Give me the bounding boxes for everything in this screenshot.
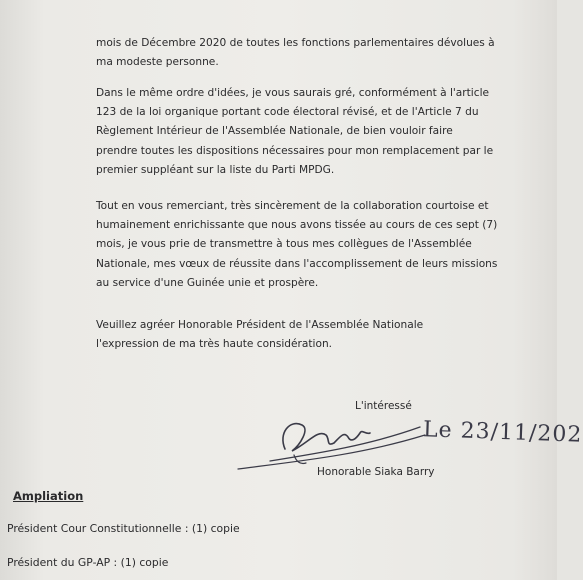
paragraph-1 xyxy=(96,34,506,72)
text-line: premier suppléant sur la liste du Parti MPDG. xyxy=(96,163,335,176)
signatory-name: Honorable Siaka Barry xyxy=(317,466,435,478)
text-line: prendre toutes les dispositions nécessaires pour mon remplacement par le xyxy=(96,144,494,157)
paragraph-2 xyxy=(96,84,506,180)
copy-recipient: Président Cour Constitutionnelle : (1) copie xyxy=(7,522,240,535)
signatory-role: L'intéressé xyxy=(355,400,412,412)
text-line: humainement enrichissante que nous avons tissée au cours de ces sept (7) xyxy=(96,219,498,232)
text-line: Tout en vous remerciant, très sincèrement de la collaboration courtoise et xyxy=(96,200,489,212)
ampliation-heading: Ampliation xyxy=(13,489,84,503)
text-line: Veuillez agréer Honorable Président de l'Assemblée Nationale xyxy=(96,319,424,331)
text-line: l'expression de ma très haute considération. xyxy=(96,338,333,351)
text-line: mois de Décembre 2020 de toutes les fonctions parlementaires dévolues à xyxy=(96,37,495,49)
handwritten-signature xyxy=(230,405,430,475)
text-line: Nationale, mes vœux de réussite dans l'accomplissement de leurs missions xyxy=(96,257,498,270)
handwritten-date: Le 23/11/202 xyxy=(422,417,583,448)
text-line: mois, je vous prie de transmettre à tous mes collègues de l'Assemblée xyxy=(96,238,472,251)
text-line: au service d'une Guinée unie et prospère. xyxy=(96,276,319,289)
text-line: ma modeste personne. xyxy=(96,56,219,69)
copy-recipient: Président du GP-AP : (1) copie xyxy=(7,556,169,569)
text-line: Dans le même ordre d'idées, je vous saurais gré, conformément à l'article xyxy=(96,87,490,99)
paragraph-3 xyxy=(96,197,506,293)
text-line: 123 de la loi organique portant code électoral révisé, et de l'Article 7 du xyxy=(96,106,479,119)
closing-paragraph xyxy=(96,316,506,354)
text-line: Règlement Intérieur de l'Assemblée Nationale, de bien vouloir faire xyxy=(96,125,453,138)
